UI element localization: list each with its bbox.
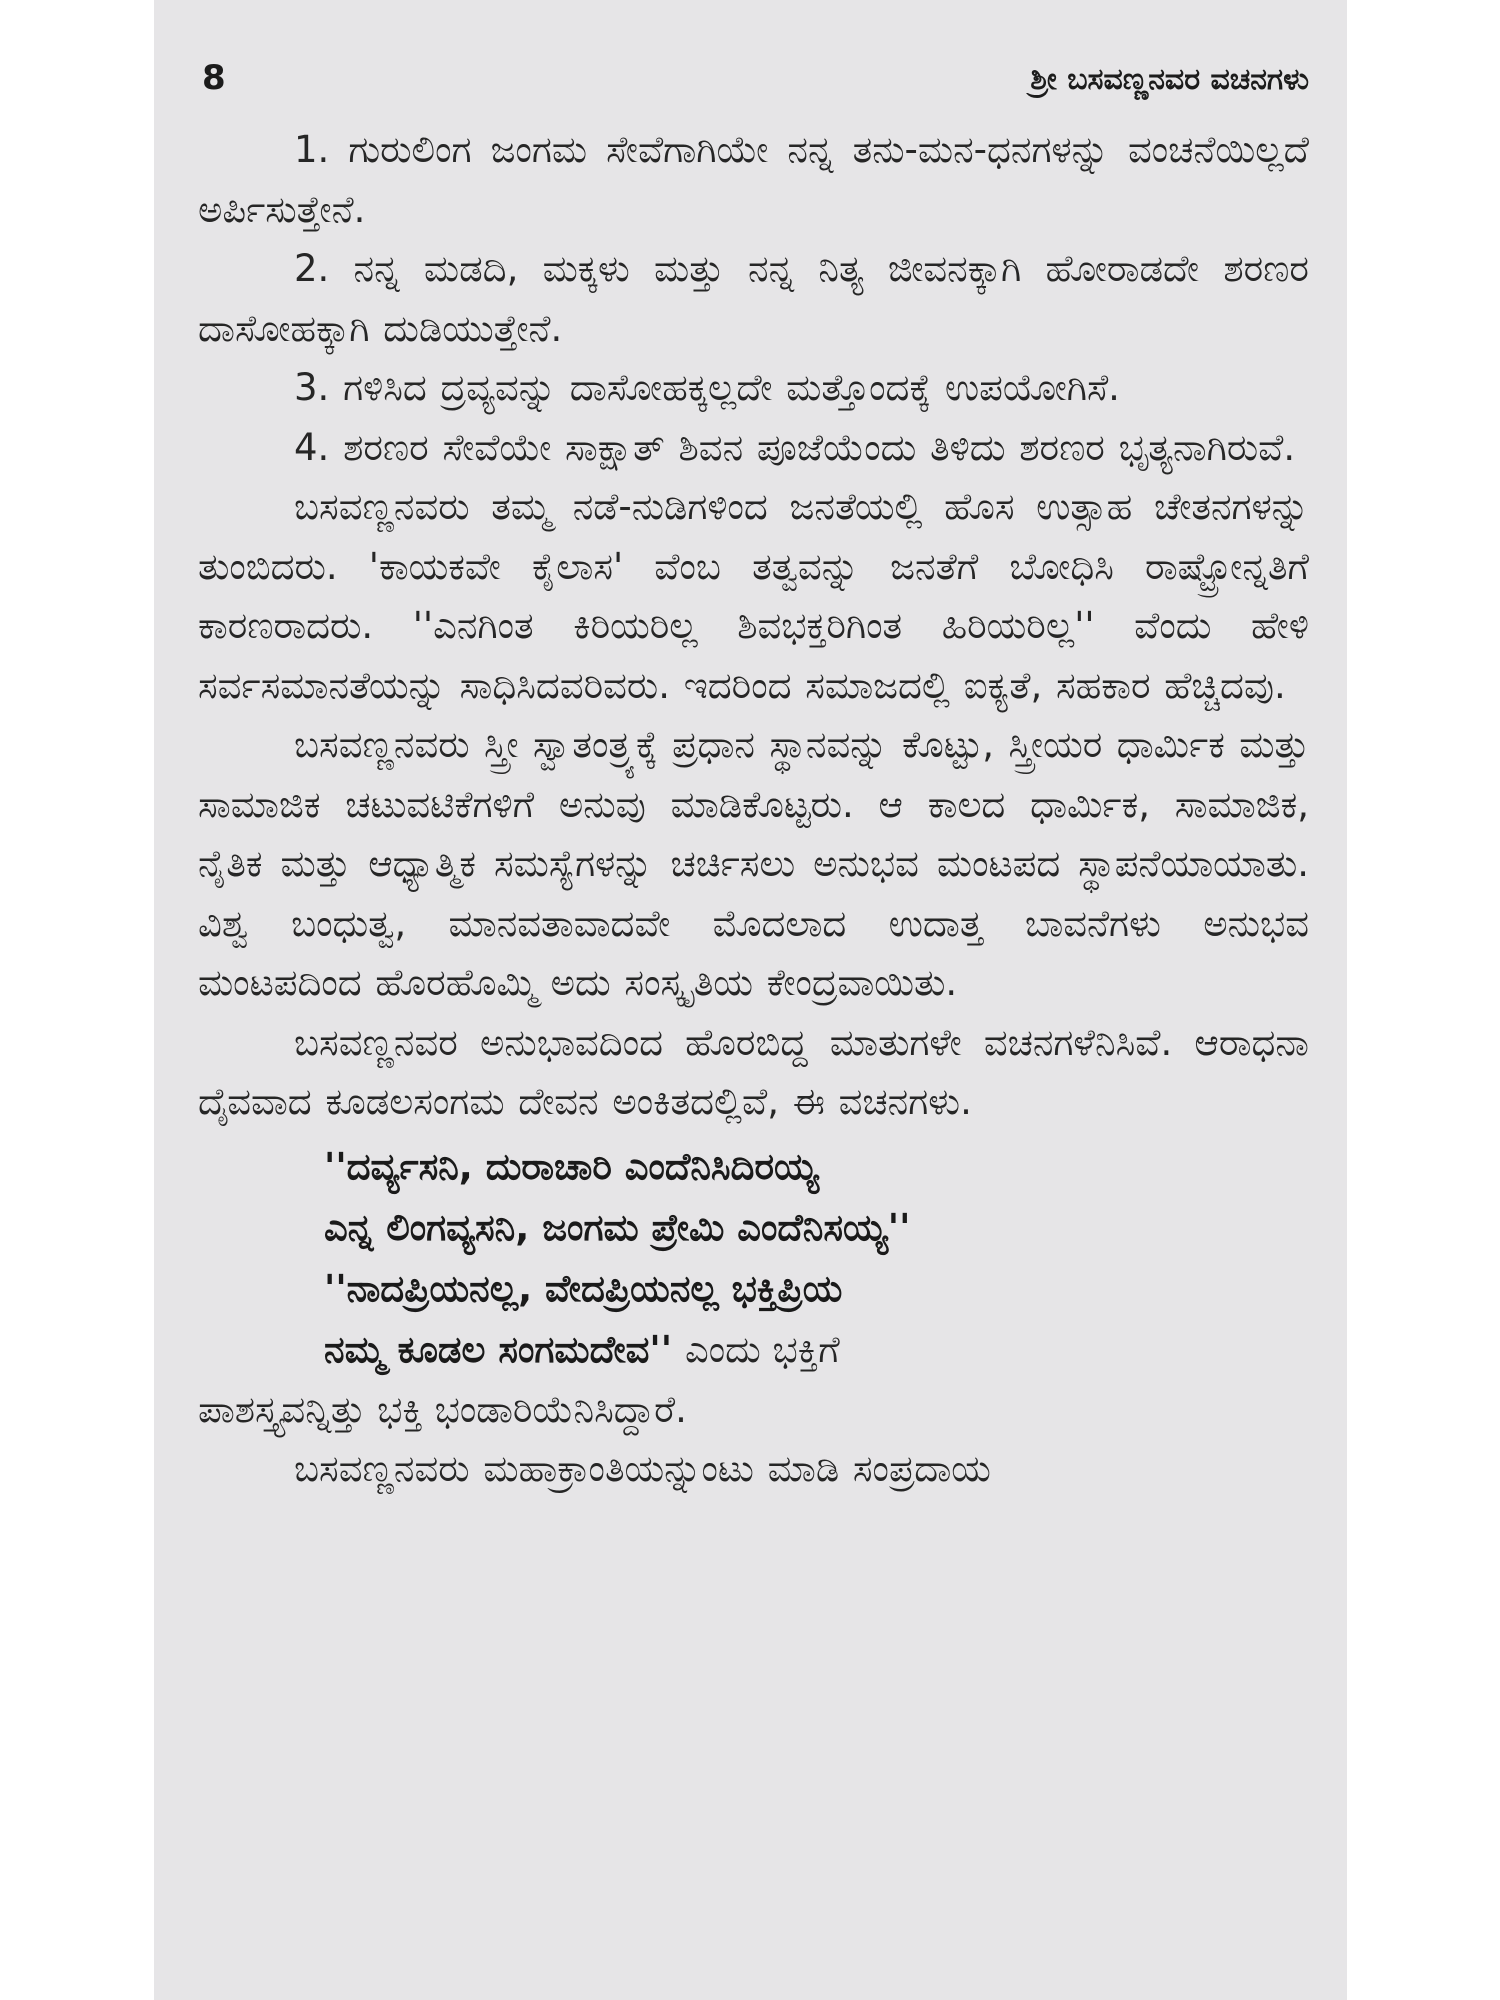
running-head: ಶ್ರೀ ಬಸವಣ್ಣನವರ ವಚನಗಳು — [1030, 62, 1309, 97]
quote-tail: ಎಂದು ಭಕ್ತಿಗೆ — [684, 1327, 840, 1371]
paragraph-5: ಬಸವಣ್ಣನವರು ತಮ್ಮ ನಡೆ-ನುಡಿಗಳಿಂದ ಜನತೆಯಲ್ಲಿ ಹೊಸ ಉತ್ಸಾಹ ಚೇತನಗಳನ್ನು ತುಂಬಿದರು. 'ಕಾಯಕವೇ ಕೈಲಾಸ' ವೆಂಬ ತತ್ವವನ್ನು ಜನತೆಗೆ ಬೋಧಿಸಿ ರಾಷ್ಟ್ರೋನ್ನತಿಗೆ ಕಾರಣರಾದರು. ''ಎನಗಿಂತ ಕಿರಿಯರಿಲ್ಲ ಶಿವಭಕ್ತರಿಗಿಂತ ಹಿರಿಯರಿಲ್ಲ'' ವೆಂದು ಹೇಳಿ ಸರ್ವಸಮಾನತೆಯನ್ನು ಸಾಧಿಸಿದವರಿವರು. ಇದರಿಂದ ಸಮಾಜದಲ್ಲಿ ಐಕ್ಯತೆ, ಸಹಕಾರ ಹೆಚ್ಚಿದವು. — [198, 485, 1309, 707]
paragraph-7: ಬಸವಣ್ಣನವರ ಅನುಭಾವದಿಂದ ಹೊರಬಿದ್ದ ಮಾತುಗಳೇ ವಚನಗಳೆನಿಸಿವೆ. ಆರಾಧನಾ ದೈವವಾದ ಕೂಡಲಸಂಗಮ ದೇವನ ಅಂಕಿತದಲ್ಲಿವೆ, ಈ ವಚನಗಳು. — [198, 1020, 1309, 1123]
page-number: 8 — [202, 58, 226, 98]
paragraph-last: ಬಸವಣ್ಣನವರು ಮಹಾಕ್ರಾಂತಿಯನ್ನುಂಟು ಮಾಡಿ ಸಂಪ್ರದಾಯ — [294, 1447, 991, 1490]
quote-line-4 — [324, 1319, 1309, 1380]
quote-line-4-text: ನಮ್ಮ ಕೂಡಲ ಸಂಗಮದೇವ'' — [324, 1327, 673, 1371]
quote-line-3: ''ನಾದಪ್ರಿಯನಲ್ಲ, ವೇದಪ್ರಿಯನಲ್ಲ ಭಕ್ತಿಪ್ರಿಯ — [324, 1266, 843, 1310]
quote-line-2: ಎನ್ನ ಲಿಂಗವ್ಯಸನಿ, ಜಂಗಮ ಪ್ರೇಮಿ ಎಂದೆನಿಸಯ್ಯ'' — [324, 1205, 911, 1249]
paragraph-6: ಬಸವಣ್ಣನವರು ಸ್ತ್ರೀ ಸ್ವಾತಂತ್ರ್ಯಕ್ಕೆ ಪ್ರಧಾನ ಸ್ಥಾನವನ್ನು ಕೊಟ್ಟು, ಸ್ತ್ರೀಯರ ಧಾರ್ಮಿಕ ಮತ್ತು ಸಾಮಾಜಿಕ ಚಟುವಟಿಕೆಗಳಿಗೆ ಅನುವು ಮಾಡಿಕೊಟ್ಟರು. ಆ ಕಾಲದ ಧಾರ್ಮಿಕ, ಸಾಮಾಜಿಕ, ನೈತಿಕ ಮತ್ತು ಆಧ್ಯಾತ್ಮಿಕ ಸಮಸ್ಯೆಗಳನ್ನು ಚರ್ಚಿಸಲು ಅನುಭವ ಮಂಟಪದ ಸ್ಥಾಪನೆಯಾಯಾತು. ವಿಶ್ವ ಬಂಧುತ್ವ, ಮಾನವತಾವಾದವೇ ಮೊದಲಾದ ಉದಾತ್ತ ಬಾವನೆಗಳು ಅನುಭವ ಮಂಟಪದಿಂದ ಹೊರಹೊಮ್ಮಿ ಅದು ಸಂಸ್ಕೃತಿಯ ಕೇಂದ್ರವಾಯಿತು. — [198, 723, 1309, 1004]
paragraph-4: 4. ಶರಣರ ಸೇವೆಯೇ ಸಾಕ್ಷಾತ್ ಶಿವನ ಪೂಜೆಯೆಂದು ತಿಳಿದು ಶರಣರ ಭೃತ್ಯನಾಗಿರುವೆ. — [294, 425, 1296, 469]
book-page — [154, 0, 1347, 2000]
paragraph-3: 3. ಗಳಿಸಿದ ದ್ರವ್ಯವನ್ನು ದಾಸೋಹಕ್ಕಲ್ಲದೇ ಮತ್ತೊಂದಕ್ಕೆ ಉಪಯೋಗಿಸೆ. — [294, 366, 1120, 409]
paragraph-continuation: ಪಾಶಸ್ತ್ಯವನ್ನಿತ್ತು ಭಕ್ತಿ ಭಂಡಾರಿಯೆನಿಸಿದ್ದಾರೆ. — [198, 1387, 687, 1431]
paragraph-1: 1. ಗುರುಲಿಂಗ ಜಂಗಮ ಸೇವೆಗಾಗಿಯೇ ನನ್ನ ತನು-ಮನ-ಧನಗಳನ್ನು ವಂಚನೆಯಿಲ್ಲದೆ ಅರ್ಪಿಸುತ್ತೇನೆ. — [198, 128, 1309, 231]
page-header — [198, 58, 1309, 112]
quote-line-1: ''ದರ್ವ್ಯಸನಿ, ದುರಾಚಾರಿ ಎಂದೆನಿಸಿದಿರಯ್ಯ — [324, 1144, 819, 1188]
vachana-quote — [198, 1136, 1309, 1380]
paragraph-2: 2. ನನ್ನ ಮಡದಿ, ಮಕ್ಕಳು ಮತ್ತು ನನ್ನ ನಿತ್ಯ ಜೀವನಕ್ಕಾಗಿ ಹೋರಾಡದೇ ಶರಣರ ದಾಸೋಹಕ್ಕಾಗಿ ದುಡಿಯುತ್ತೇನೆ. — [198, 247, 1309, 350]
body-text — [198, 120, 1309, 1499]
